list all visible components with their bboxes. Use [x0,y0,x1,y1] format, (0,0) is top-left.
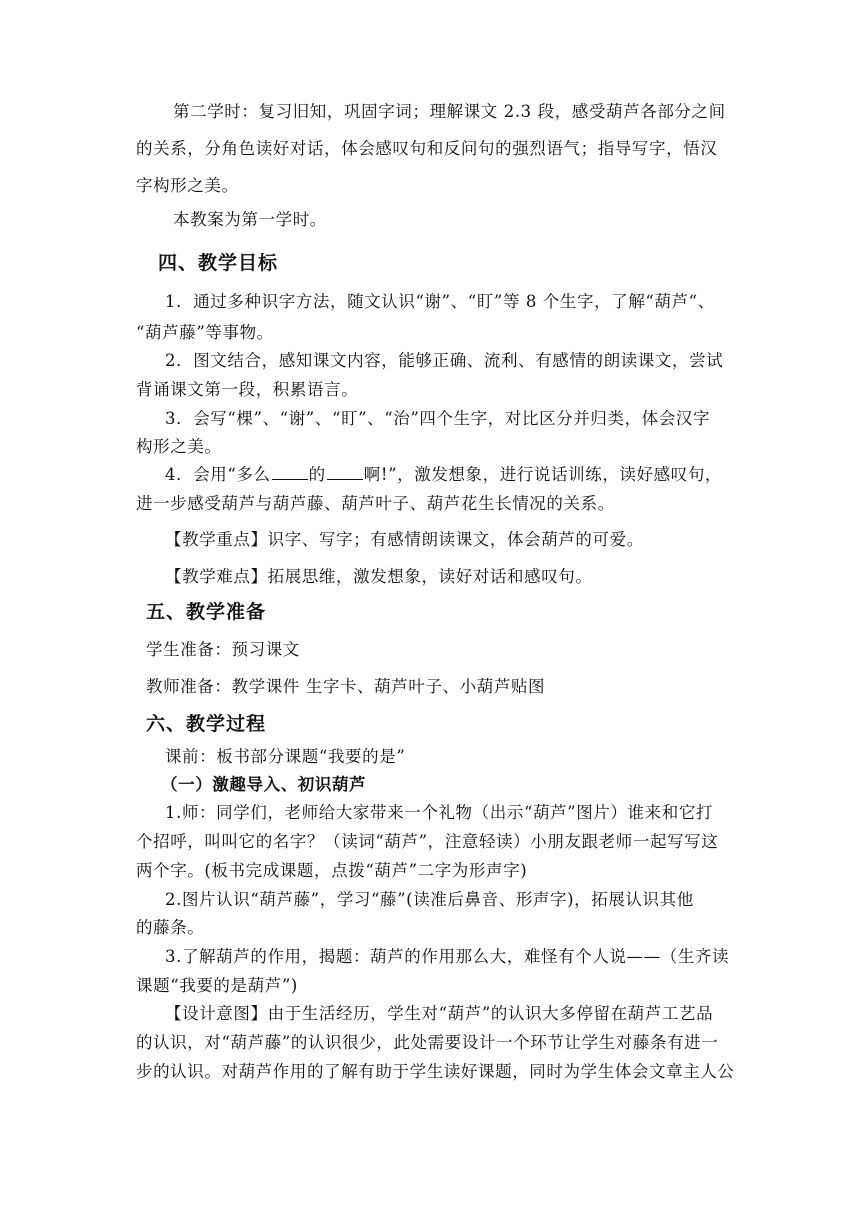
design-intent-line: 【设计意图】由于生活经历，学生对“葫芦”的认识大多停留在葫芦工艺品 [165,1004,714,1023]
goal-item-text: 的 [308,465,326,484]
goal-item-line: 进一步感受葫芦与葫芦藤、葫芦叶子、葫芦花生长情况的关系。 [136,494,615,513]
paragraph-line: 第二学时：复习旧知，巩固字词；理解课文 2.3 段，感受葫芦各部分之间 [173,102,726,121]
step-line: 两个字。(板书完成课题，点拨“葫芦”二字为形声字) [136,861,528,880]
paragraph-line: 本教案为第一学时。 [173,210,327,229]
design-intent-line: 步的认识。对葫芦作用的了解有助于学生读好课题，同时为学生体会文章主人公 [136,1062,735,1081]
step-line: 2.图片认识“葫芦藤”，学习“藤”(读准后鼻音、形声字)，拓展认识其他 [165,890,694,909]
goal-item-line: 1．通过多种识字方法，随文认识“谢”、“盯”等 8 个生字，了解“葫芦“、 [165,292,715,311]
paragraph-line: 的关系，分角色读好对话，体会感叹句和反问句的强烈语气；指导写字，悟汉 [136,139,718,158]
fill-blank [272,465,308,480]
pre-class-note: 课前：板书部分课题“我要的是” [165,747,406,766]
goal-item-line: 3．会写“棵”、“谢”、“盯”、“治”四个生字，对比区分并归类，体会汉字 [165,409,711,428]
student-prep: 学生准备：预习课文 [146,640,300,659]
fill-blank [327,465,363,480]
design-intent-line: 的认识，对“葫芦藤”的认识很少，此处需要设计一个环节让学生对藤条有进一 [136,1033,719,1052]
section-heading: 四、教学目标 [158,252,279,274]
goal-item-text: 啊!”，激发想象，进行说话训练，读好感叹句， [363,465,723,484]
step-line: 个招呼，叫叫它的名字？（读词“葫芦”，注意轻读）小朋友跟老师一起写写这 [136,832,719,851]
step-line: 1.师：同学们，老师给大家带来一个礼物（出示“葫芦”图片）谁来和它打 [165,803,714,822]
section-heading: 五、教学准备 [146,601,267,623]
goal-item-line [165,465,722,485]
teacher-prep: 教师准备：教学课件 生字卡、葫芦叶子、小葫芦贴图 [146,677,546,696]
goal-item-text: 4．会用“多么 [165,465,271,484]
goal-item-line: 背诵课文第一段，积累语言。 [136,380,359,399]
subsection-heading: （一）激趣导入、初识葫芦 [161,775,367,794]
key-point: 【教学重点】识字、写字；有感情朗读课文，体会葫芦的可爱。 [165,530,644,549]
goal-item-line: 2．图文结合，感知课文内容，能够正确、流利、有感情的朗读课文，尝试 [165,351,724,370]
goal-item-line: 构形之美。 [136,437,222,456]
goal-item-line: “葫芦藤”等事物。 [136,323,274,342]
section-heading: 六、教学过程 [146,713,267,735]
step-line: 课题“我要的是葫芦”) [136,976,298,995]
step-line: 的藤条。 [136,918,205,937]
difficulty-point: 【教学难点】拓展思维，激发想象，读好对话和感叹句。 [165,567,593,586]
paragraph-line: 字构形之美。 [136,176,239,195]
step-line: 3.了解葫芦的作用，揭题：葫芦的作用那么大，难怪有个人说——（生齐读 [165,947,730,966]
